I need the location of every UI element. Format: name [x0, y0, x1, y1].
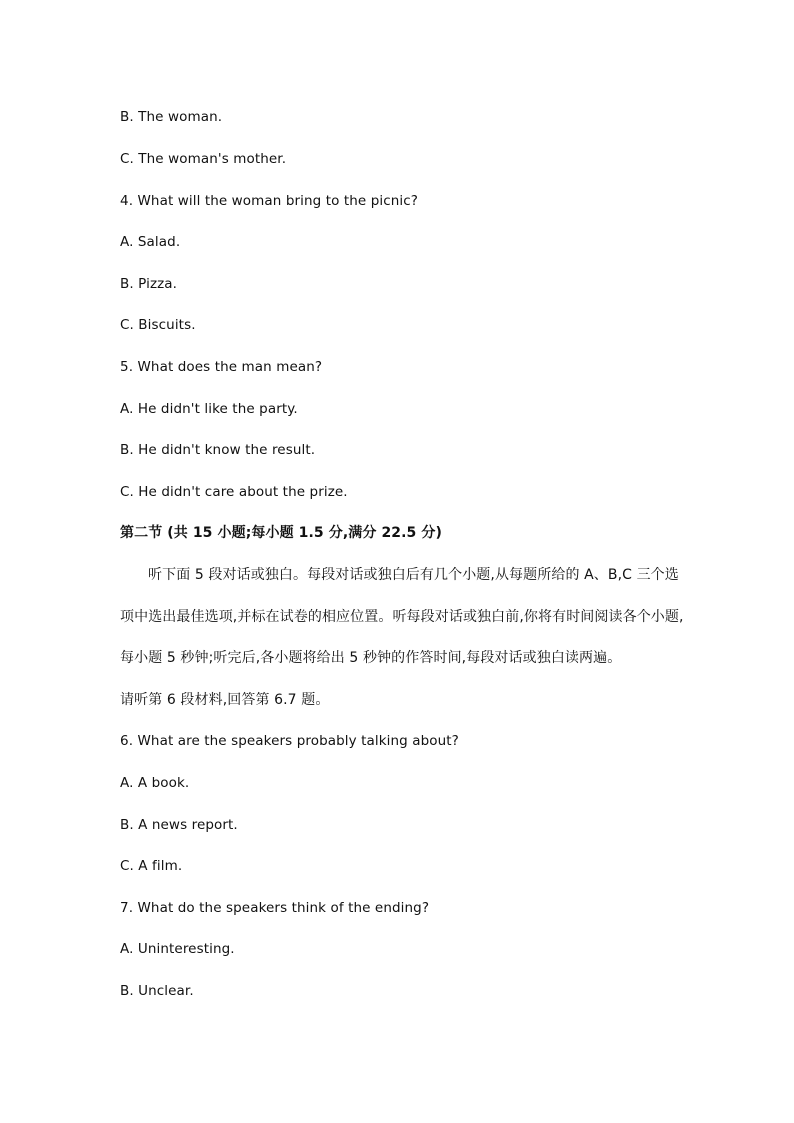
option-6a: A. A book.	[120, 775, 190, 791]
option-6b: B. A news report.	[120, 817, 238, 833]
option-4b: B. Pizza.	[120, 276, 178, 292]
option-7b: B. Unclear.	[120, 983, 194, 999]
instructions-line-3: 每小题 5 秒钟;听完后,各小题将给出 5 秒钟的作答时间,每段对话或独白读两遍。	[120, 650, 622, 666]
question-4: 4. What will the woman bring to the picnic?	[120, 193, 419, 209]
instructions-line-1: 听下面 5 段对话或独白。每段对话或独白后有几个小题,从每题所给的 A、B,C 三个选	[148, 567, 679, 583]
option-4c: C. Biscuits.	[120, 317, 196, 333]
option-5b: B. He didn't know the result.	[120, 442, 316, 458]
material-prompt: 请听第 6 段材料,回答第 6.7 题。	[120, 692, 330, 708]
option-6c: C. A film.	[120, 858, 183, 874]
question-6: 6. What are the speakers probably talking about?	[120, 733, 459, 749]
question-7: 7. What do the speakers think of the ending?	[120, 900, 430, 916]
option-5a: A. He didn't like the party.	[120, 401, 298, 417]
option-7a: A. Uninteresting.	[120, 941, 235, 957]
option-4a: A. Salad.	[120, 234, 181, 250]
option-3b: B. The woman.	[120, 109, 223, 125]
section-heading: 第二节 (共 15 小题;每小题 1.5 分,满分 22.5 分)	[120, 525, 442, 541]
option-5c: C. He didn't care about the prize.	[120, 484, 348, 500]
option-3c: C. The woman's mother.	[120, 151, 287, 167]
instructions-line-2: 项中选出最佳选项,并标在试卷的相应位置。听每段对话或独白前,你将有时间阅读各个小题,	[120, 609, 684, 625]
question-5: 5. What does the man mean?	[120, 359, 323, 375]
